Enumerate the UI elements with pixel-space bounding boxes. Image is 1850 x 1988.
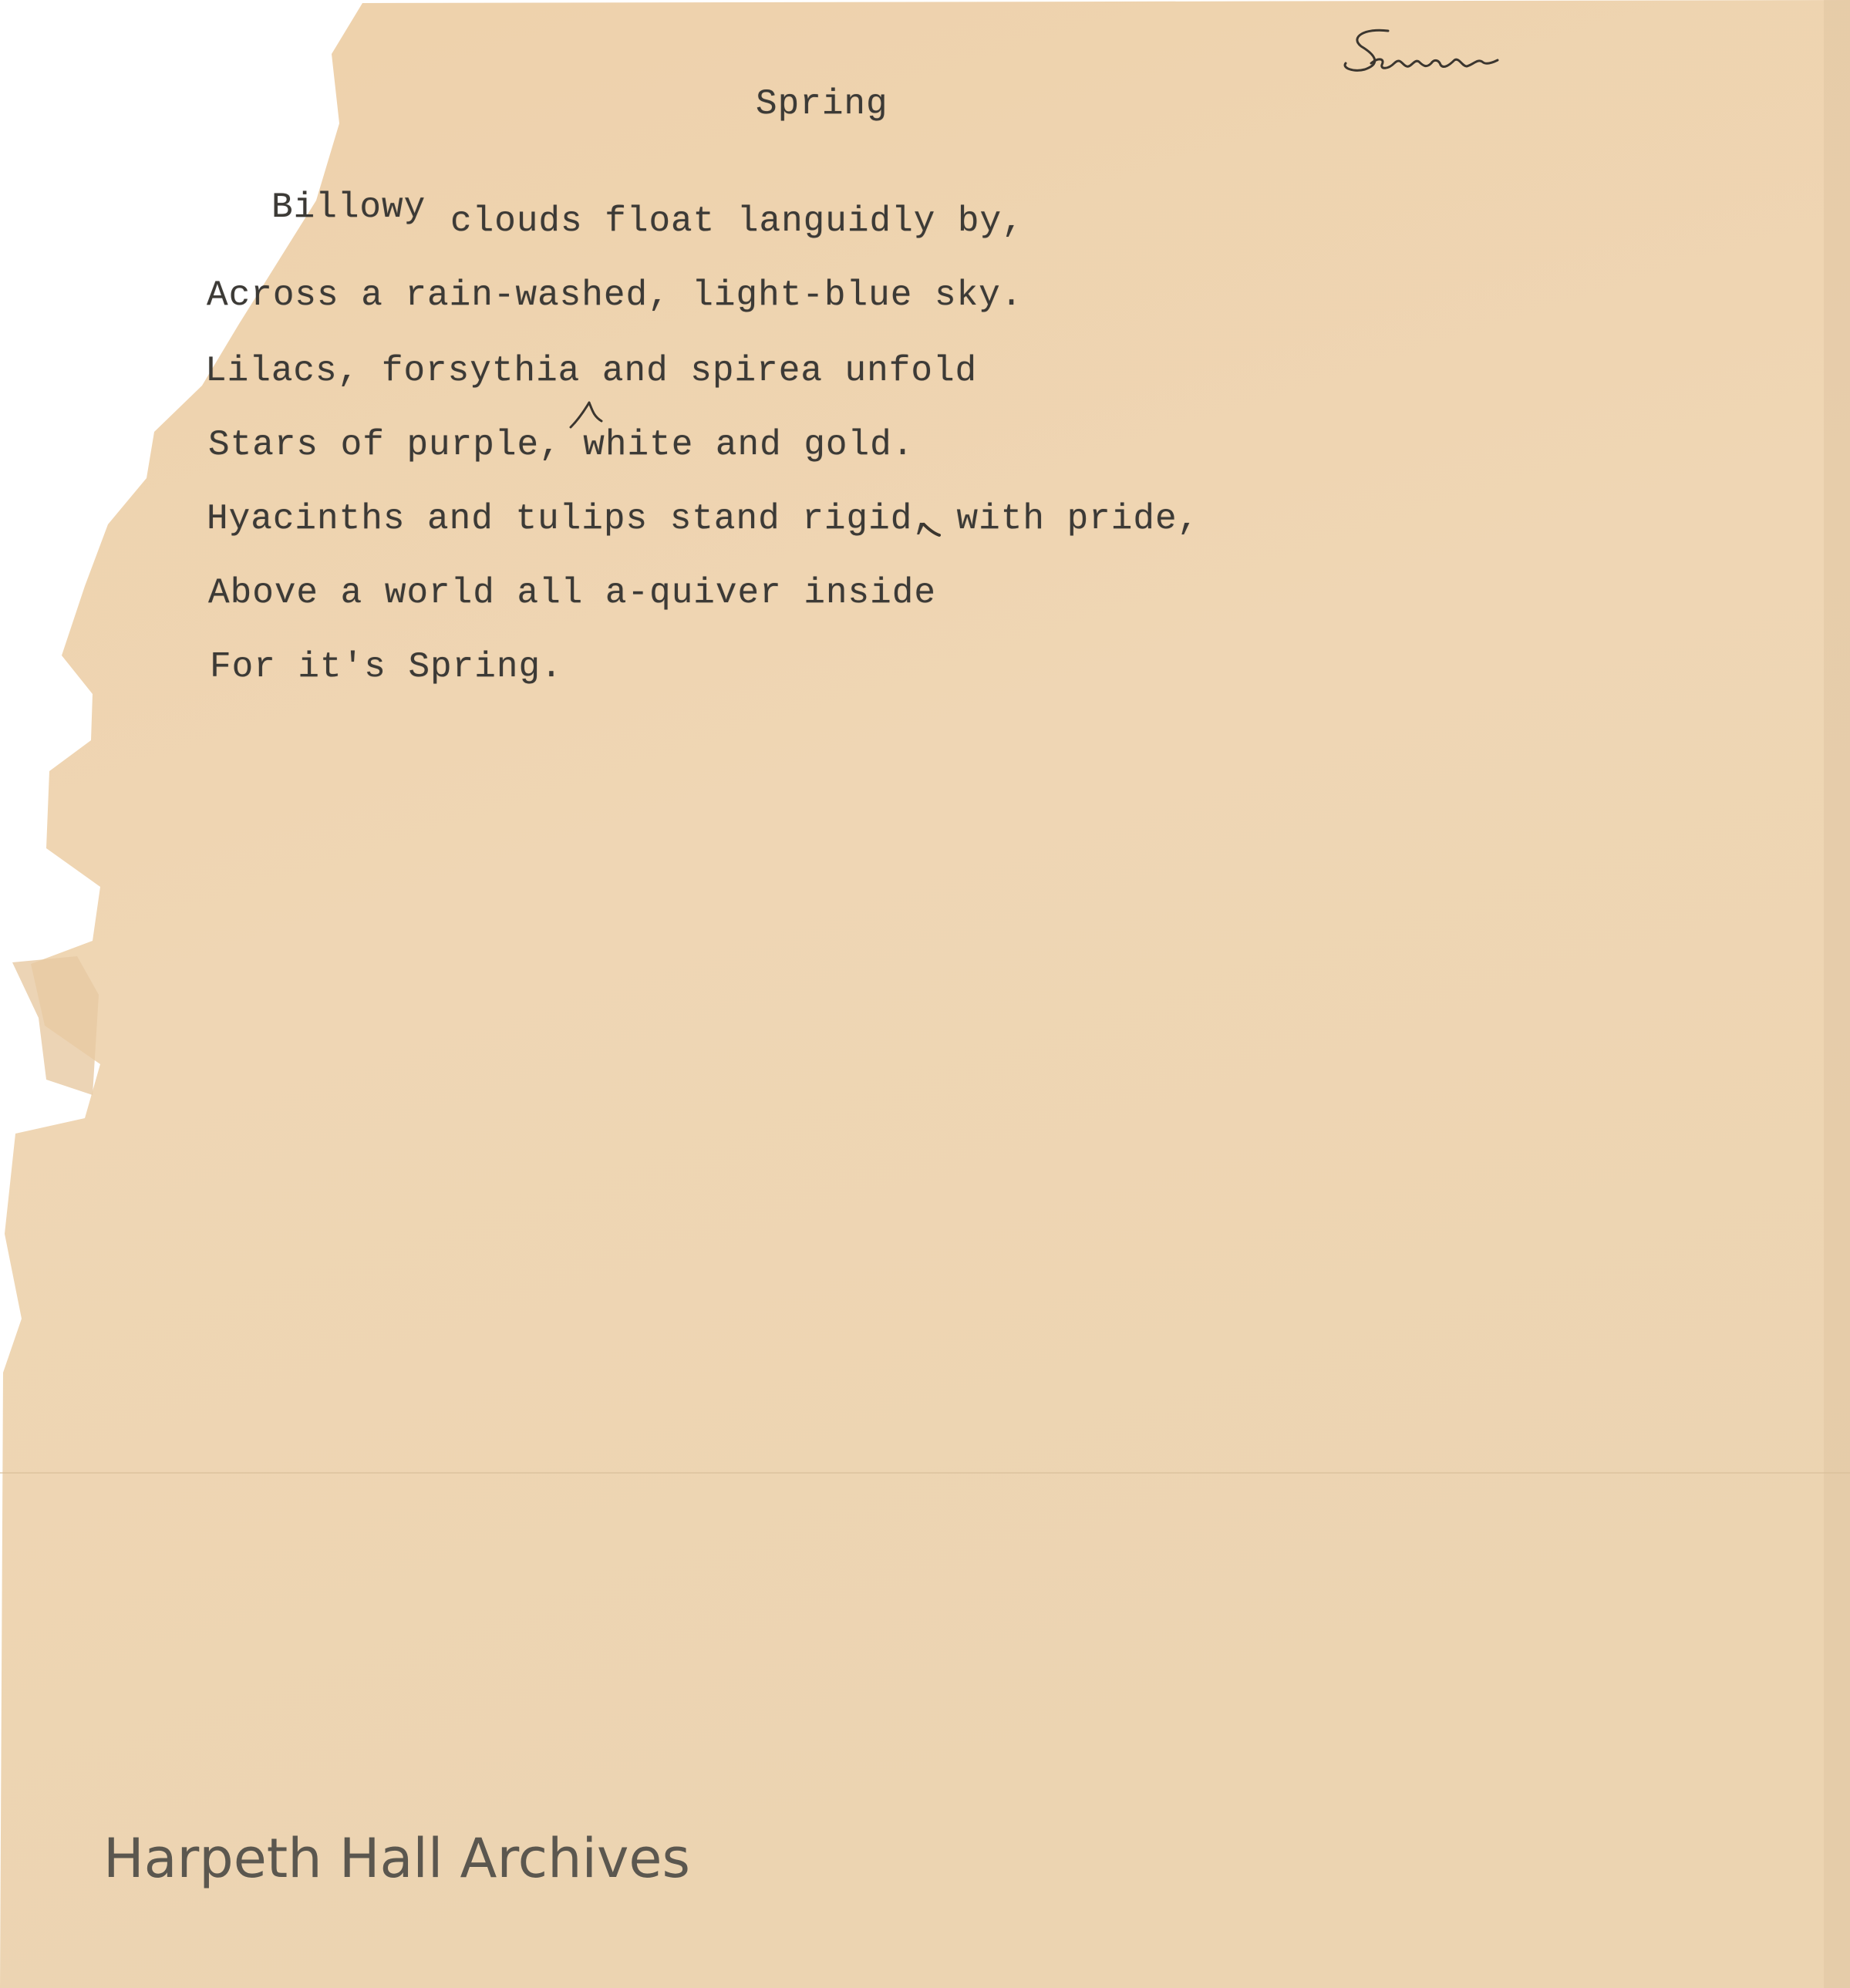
archive-watermark: Harpeth Hall Archives	[103, 1827, 690, 1890]
poem-line-7: For it's Spring.	[210, 647, 563, 687]
comma-mark-icon	[918, 512, 964, 558]
poem-line-6: Above a world all a-quiver inside	[208, 573, 936, 613]
poem-line-1a: Billowy	[271, 187, 426, 227]
poem-line-3: Lilacs, forsythia and spirea unfold	[205, 351, 978, 391]
poem-title: Spring	[756, 84, 888, 124]
poem-line-2: Across a rain-washed, light-blue sky.	[207, 275, 1023, 315]
poem-line-4: Stars of purple, white and gold.	[208, 425, 915, 465]
handwritten-annotation	[1334, 22, 1519, 83]
poem-line-1b: clouds float languidly by,	[450, 201, 1024, 241]
poem-line-5: Hyacinths and tulips stand rigid, with pride,	[207, 499, 1200, 539]
caret-mark-icon	[563, 396, 609, 443]
